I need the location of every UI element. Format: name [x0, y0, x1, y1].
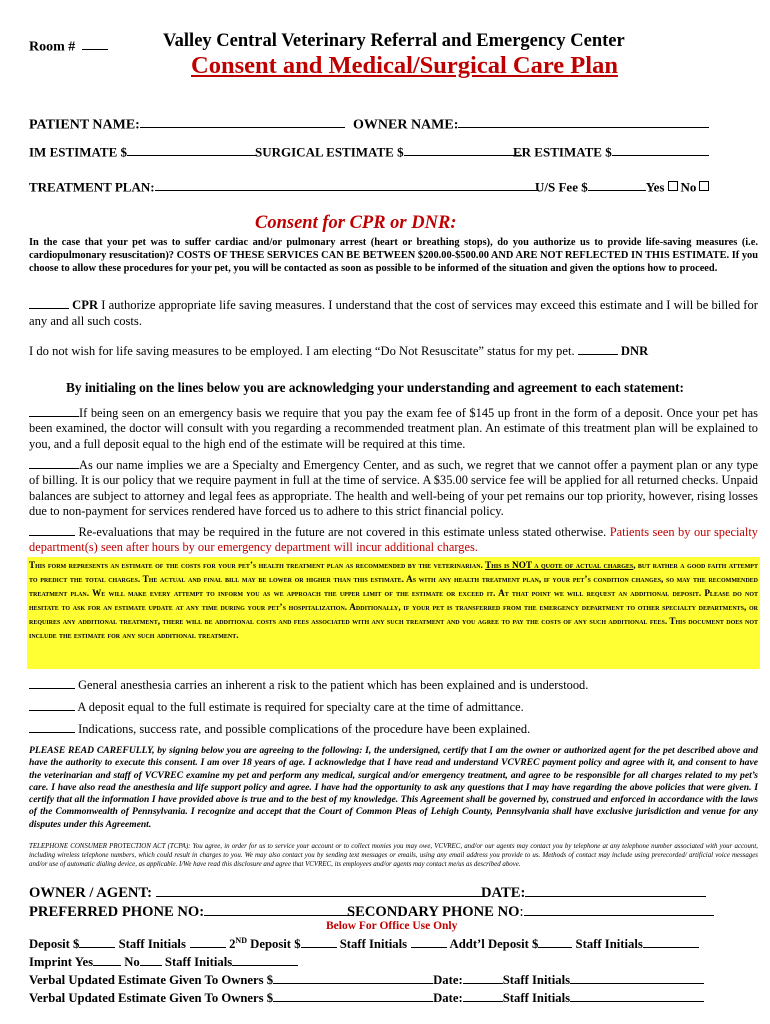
deposit-row	[29, 935, 699, 952]
patient-name-field[interactable]	[29, 114, 345, 133]
dnr-label: DNR	[620, 343, 649, 358]
imprint-no-label: No	[124, 955, 140, 970]
addtl-deposit-label: Addt’l Deposit $	[449, 937, 539, 952]
staff-initials-input-6[interactable]	[570, 989, 704, 1002]
staff-initials-input-2[interactable]	[411, 935, 447, 948]
reevaluation-initial-line[interactable]	[29, 523, 75, 536]
second-deposit-sup: ND	[235, 935, 247, 945]
deposit-label: Deposit $	[29, 937, 80, 952]
anesthesia-initial-line[interactable]	[29, 676, 75, 689]
owner-agent-field[interactable]	[29, 882, 486, 902]
staff-initials-input-5[interactable]	[570, 971, 704, 984]
verbal-estimate-row-2	[29, 989, 704, 1006]
secondary-phone-label: SECONDARY PHONE NO	[347, 903, 520, 920]
cpr-heading: Consent for CPR or DNR:	[255, 213, 457, 233]
cpr-text: I authorize appropriate life saving measures. I understand that the cost of services may exceed this estimate and I will be billed for any and all such costs.	[29, 297, 758, 328]
verbal-date-label-1: Date:	[433, 973, 463, 988]
date-label: DATE:	[481, 884, 526, 901]
dnr-text: I do not wish for life saving measures to be employed. I am electing “Do Not Resuscitate” status for my pet.	[29, 343, 575, 358]
room-label: Room #	[29, 39, 76, 55]
cpr-label: CPR	[72, 297, 99, 312]
surgical-estimate-label: SURGICAL ESTIMATE $	[255, 144, 404, 160]
estimate-notice	[29, 558, 758, 642]
second-deposit-input[interactable]	[301, 935, 337, 948]
notice-part2: This is NOT a quote of actual charges	[485, 560, 634, 570]
owner-name-label: OWNER NAME:	[353, 117, 459, 133]
verbal-estimate-input-1[interactable]	[273, 971, 433, 984]
cpr-intro: In the case that your pet was to suffer cardiac and/or pulmonary arrest (heart or breathing stops), do you authorize us to provide life-saving measures (i.e. cardiopulmonary resuscitation)? COSTS OF THESE SERVICES CAN BE BETWEEN $200.00-$500.00 AND ARE NOT REFLECTED IN THIS ESTIMATE. If you choose to allow these procedures for your pet, you will be contacted as soon as possible to be informed of the situation and given the options how to proceed.	[29, 237, 758, 275]
verbal-estimate-input-2[interactable]	[273, 989, 433, 1002]
ack-item-reevaluation	[29, 523, 758, 556]
no-checkbox[interactable]	[699, 181, 709, 191]
staff-initials-label-4: Staff Initials	[164, 955, 233, 970]
imprint-row	[29, 953, 298, 970]
us-fee-label: U/S Fee $	[535, 179, 588, 195]
verbal-date-input-2[interactable]	[463, 989, 503, 1002]
verbal-estimate-label-2: Verbal Updated Estimate Given To Owners $	[29, 991, 274, 1006]
org-name: Valley Central Veterinary Referral and Emergency Center	[163, 31, 625, 51]
ack-item3-red-text: Patients seen by our specialty department(s) seen after hours by our emergency department will incur additional charges.	[29, 524, 758, 555]
secondary-phone-colon: :	[519, 903, 524, 920]
treatment-plan-field[interactable]	[29, 178, 537, 195]
imprint-yes-label: Imprint Yes	[29, 955, 94, 970]
er-estimate-label: ER ESTIMATE $	[513, 144, 612, 160]
us-fee-field[interactable]	[535, 178, 712, 195]
staff-initials-input-3[interactable]	[643, 935, 699, 948]
verbal-estimate-label-1: Verbal Updated Estimate Given To Owners $	[29, 973, 274, 988]
cpr-statement	[29, 296, 758, 329]
preferred-phone-label: PREFERRED PHONE NO:	[29, 903, 205, 920]
ack-item1-text: If being seen on an emergency basis we require that you pay the exam fee of $145 up front in the form of a deposit. Once your pet has been examined, the doctor will consult with you regarding a recommended treatment plan. An estimate of this treatment plan will be explained to you, and a full deposit equal to the high end of the estimate will be required at this time.	[29, 405, 758, 451]
cpr-initial-line[interactable]	[29, 296, 69, 309]
dnr-statement	[29, 342, 758, 359]
surgical-estimate-field[interactable]	[255, 143, 522, 160]
staff-initials-input-4[interactable]	[232, 953, 298, 966]
second-deposit-num: 2	[229, 937, 236, 952]
dnr-initial-line[interactable]	[578, 342, 618, 355]
preferred-phone-field[interactable]	[29, 901, 354, 921]
verbal-date-input-1[interactable]	[463, 971, 503, 984]
er-estimate-field[interactable]	[513, 143, 709, 160]
date-field[interactable]	[481, 882, 706, 902]
staff-initials-label-3: Staff Initials	[575, 937, 643, 952]
notice-part3: , but rather a good faith attempt to predict the total charges. The actual and final bill may be lower or higher than this estimate. As with any health treatment plan, if your pet’s condition changes, so may the recommended treatment plan. We will make every attempt to inform you as we approach the upper limit of the estimate or exceed it. At that point we will request an additional deposit. Please do not hesitate to ask for an estimate update at any time during your pet’s hospitalization. Additionally, if your pet is transferred from the emergency department to other specialty departments, or requires any additional treatment, there will be additional costs and fees associated with any such treatment and you agree to pay the costs of any such additional fees. This document does not include the estimate for any such additional treatment.	[29, 560, 758, 640]
staff-initials-label-6: Staff Initials	[502, 991, 571, 1006]
statement-indications	[29, 720, 758, 737]
ack-item-deposit	[29, 404, 758, 452]
deposit-statement-initial-line[interactable]	[29, 698, 75, 711]
payment-initial-line[interactable]	[29, 456, 79, 469]
verbal-date-label-2: Date:	[433, 991, 463, 1006]
indications-initial-line[interactable]	[29, 720, 75, 733]
statement1-text: General anesthesia carries an inherent a risk to the patient which has been explained and is understood.	[75, 677, 589, 692]
no-label: No	[680, 179, 697, 195]
ack-item-payment	[29, 456, 758, 520]
owner-agent-label: OWNER / AGENT:	[29, 884, 152, 901]
doc-title: Consent and Medical/Surgical Care Plan	[191, 52, 618, 79]
deposit-input[interactable]	[79, 935, 115, 948]
yes-label: Yes	[645, 179, 665, 195]
yes-checkbox[interactable]	[668, 181, 678, 191]
tcpa-notice: TELEPHONE CONSUMER PROTECTION ACT (TCPA): You agree, in order for us to service your account or to collect monies you may owe, VCVREC, and/or our agents may contact you by telephone at any telephone number associated with your account, including wireless telephone numbers, which could result in charges to you. We may also contact you by sending text messages or emails, using any email address you provide to us. Methods of contact may include using prerecorded/ artificial voice messages and/or use of automatic dialing device, as applicable. I/We have read this disclosure and agree that VCVREC, its employees and/or agents may contact me/us as described above.	[29, 843, 758, 868]
treatment-plan-label: TREATMENT PLAN:	[29, 179, 155, 195]
imprint-no-input[interactable]	[140, 953, 162, 966]
second-deposit-label: Deposit $	[246, 937, 301, 952]
statement-deposit	[29, 698, 758, 715]
imprint-yes-input[interactable]	[93, 953, 121, 966]
notice-part1: This form represents an estimate of the costs for your pet’s health treatment plan as recommended by the veterinarian.	[29, 560, 486, 570]
owner-name-field[interactable]	[353, 114, 709, 133]
please-read-carefully: PLEASE READ CAREFULLY, by signing below you are agreeing to the following: I, the undersigned, certify that I am the owner or authorized agent for the pet described above and have the authority to execute this consent. I am over 18 years of age. I acknowledge that I have read and understand VCVREC payment policy and agree with it, and consent to have the veterinarian and staff of VCVREC examine my pet and perform any medical, surgical and/or emergency treatment, and agree to be responsible for all charges related to my pet’s care. I have also read the anesthesia and life support policy and agree. I have had the opportunity to ask any questions that I may have regarding the above policies that were given. I certify that all the information I have provided above is true and to the best of my knowledge. This Agreement shall be governed by, construed and enforced in accordance with the laws of the Commonwealth of Pennsylvania. I recognize and accept that the Court of Common Pleas of Lehigh County, Pennsylvania shall have exclusive jurisdiction and venue for any disputes under this Agreement.	[29, 745, 758, 830]
addtl-deposit-input[interactable]	[538, 935, 572, 948]
staff-initials-label-5: Staff Initials	[502, 973, 571, 988]
statement-anesthesia	[29, 676, 758, 693]
ack-item3-text: Re-evaluations that may be required in the future are not covered in this estimate unless stated otherwise.	[75, 524, 607, 539]
im-estimate-field[interactable]	[29, 143, 257, 160]
staff-initials-input-1[interactable]	[190, 935, 226, 948]
secondary-phone-field[interactable]	[347, 901, 714, 921]
staff-initials-label-2: Staff Initials	[339, 937, 408, 952]
deposit-initial-line[interactable]	[29, 404, 79, 417]
patient-name-label: PATIENT NAME:	[29, 117, 140, 133]
ack-heading: By initialing on the lines below you are acknowledging your understanding and agreement to each statement:	[66, 380, 684, 395]
office-use-heading: Below For Office Use Only	[326, 920, 458, 932]
im-estimate-label: IM ESTIMATE $	[29, 144, 127, 160]
room-number-field[interactable]	[29, 36, 108, 55]
statement3-text: Indications, success rate, and possible complications of the procedure have been explained.	[75, 721, 531, 736]
statement2-text: A deposit equal to the full estimate is required for specialty care at the time of admittance.	[75, 699, 524, 714]
ack-item2-text: As our name implies we are a Specialty and Emergency Center, and as such, we regret that we cannot offer a payment plan or any type of billing. It is our policy that we require payment in full at the time of service. A $35.00 service fee will be applied for all returned checks. Unpaid balances are subject to attorney and legal fees as appropriate. The health and well-being of your pet remains our top priority, however, rising losses due to non-payment for services rendered have forced us to adhere to this strict financial policy.	[29, 457, 758, 519]
verbal-estimate-row-1	[29, 971, 704, 988]
staff-initials-label-1: Staff Initials	[118, 937, 186, 952]
